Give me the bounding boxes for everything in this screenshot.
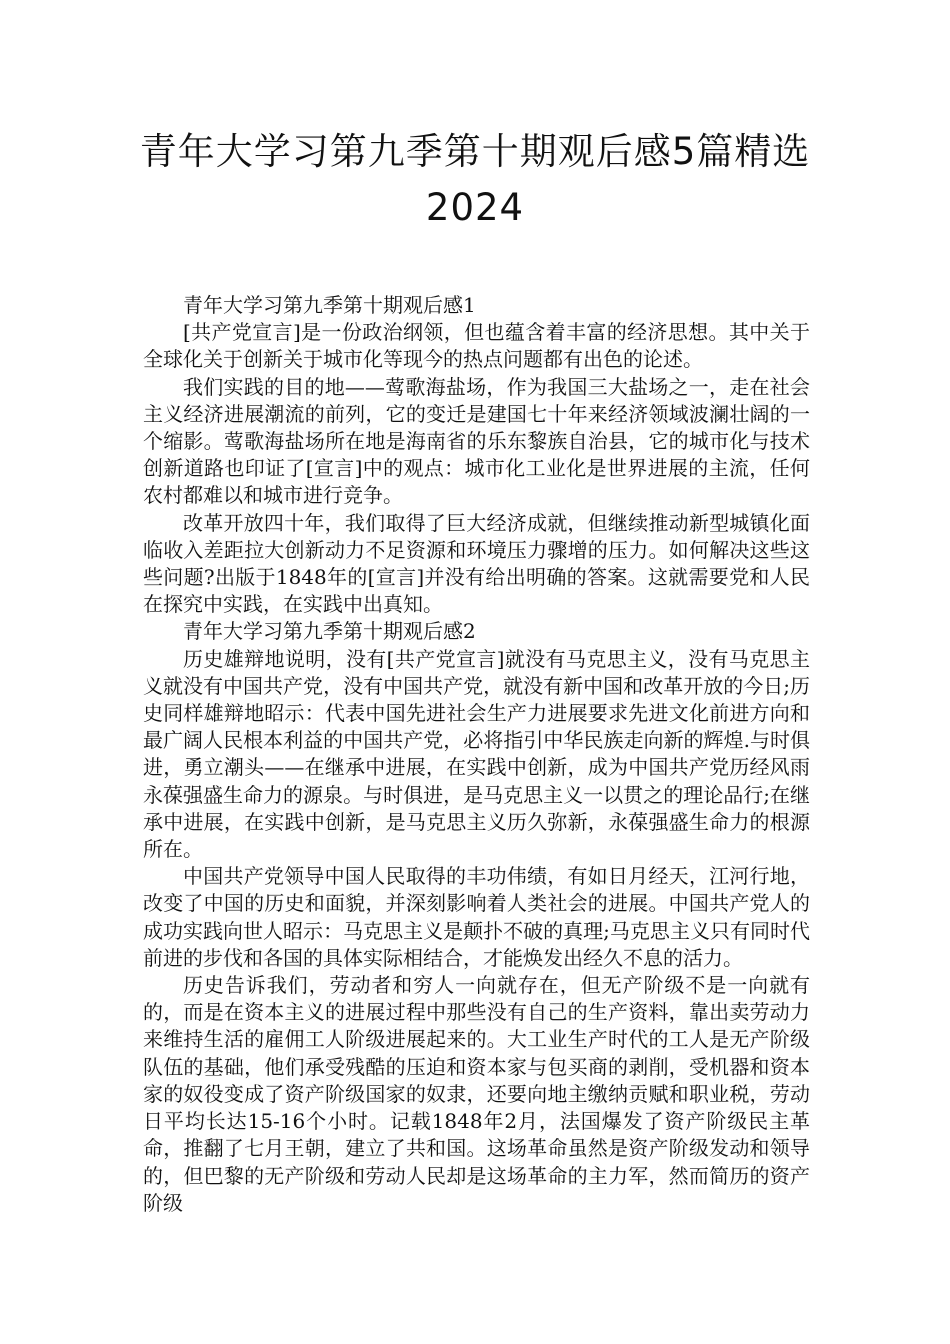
paragraph: [共产党宣言]是一份政治纲领，但也蕴含着丰富的经济思想。其中关于全球化关于创新关于城市化等现今的热点问题都有出色的论述。 xyxy=(143,320,810,372)
paragraph: 中国共产党领导中国人民取得的丰功伟绩，有如日月经天，江河行地，改变了中国的历史和面貌，并深刻影响着人类社会的进展。中国共产党人的成功实践向世人昭示：马克思主义是颠扑不破的真理;马克思主义只有同时代前进的步伐和各国的具体实际相结合，才能焕发出经久不息的活力。 xyxy=(143,864,810,970)
section-heading-1: 青年大学习第九季第十期观后感1 xyxy=(183,293,476,317)
section-heading-2: 青年大学习第九季第十期观后感2 xyxy=(183,619,476,644)
paragraph: 历史告诉我们，劳动者和穷人一向就存在，但无产阶级不是一向就有的，而是在资本主义的进展过程中那些没有自己的生产资料，靠出卖劳动力来维持生活的雇佣工人阶级进展起来的。大工业生产时代的工人是无产阶级队伍的基础，他们承受残酷的压迫和资本家与包买商的剥削，受机器和资本家的奴役变成了资产阶级国家的奴隶，还要向地主缴纳贡赋和职业税，劳动日平均长达15-16个小时。记载1848年2月，法国爆发了资产阶级民主革命，推翻了七月王朝，建立了共和国。这场革命虽然是资产阶级发动和领导的，但巴黎的无产阶级和劳动人民却是这场革命的主力军，然而简历的资产阶级 xyxy=(143,973,810,1215)
document-body xyxy=(143,292,810,1217)
paragraph: 我们实践的目的地——莺歌海盐场，作为我国三大盐场之一，走在社会主义经济进展潮流的前列，它的变迁是建国七十年来经济领域波澜壮阔的一个缩影。莺歌海盐场所在地是海南省的乐东黎族自治县，它的城市化与技术创新道路也印证了[宣言]中的观点：城市化工业化是世界进展的主流，任何农村都难以和城市进行竞争。 xyxy=(143,374,810,508)
paragraph: 历史雄辩地说明，没有[共产党宣言]就没有马克思主义，没有马克思主义就没有中国共产党，没有中国共产党，就没有新中国和改革开放的今日;历史同样雄辩地昭示：代表中国先进社会生产力进展要求先进文化前进方向和最广阔人民根本利益的中国共产党，必将指引中华民族走向新的辉煌.与时俱进，勇立潮头——在继承中进展，在实践中创新，成为中国共产党历经风雨永葆强盛生命力的源泉。与时俱进，是马克思主义一以贯之的理论品行;在继承中进展，在实践中创新，是马克思主义历久弥新，永葆强盛生命力的根源所在。 xyxy=(143,646,810,862)
document-title: 青年大学习第九季第十期观后感5篇精选2024 xyxy=(139,130,811,229)
paragraph: 改革开放四十年，我们取得了巨大经济成就，但继续推动新型城镇化面临收入差距拉大创新动力不足资源和环境压力骤增的压力。如何解决这些这些问题?出版于1848年的[宣言]并没有给出明确的答案。这就需要党和人民在探究中实践，在实践中出真知。 xyxy=(143,510,810,617)
